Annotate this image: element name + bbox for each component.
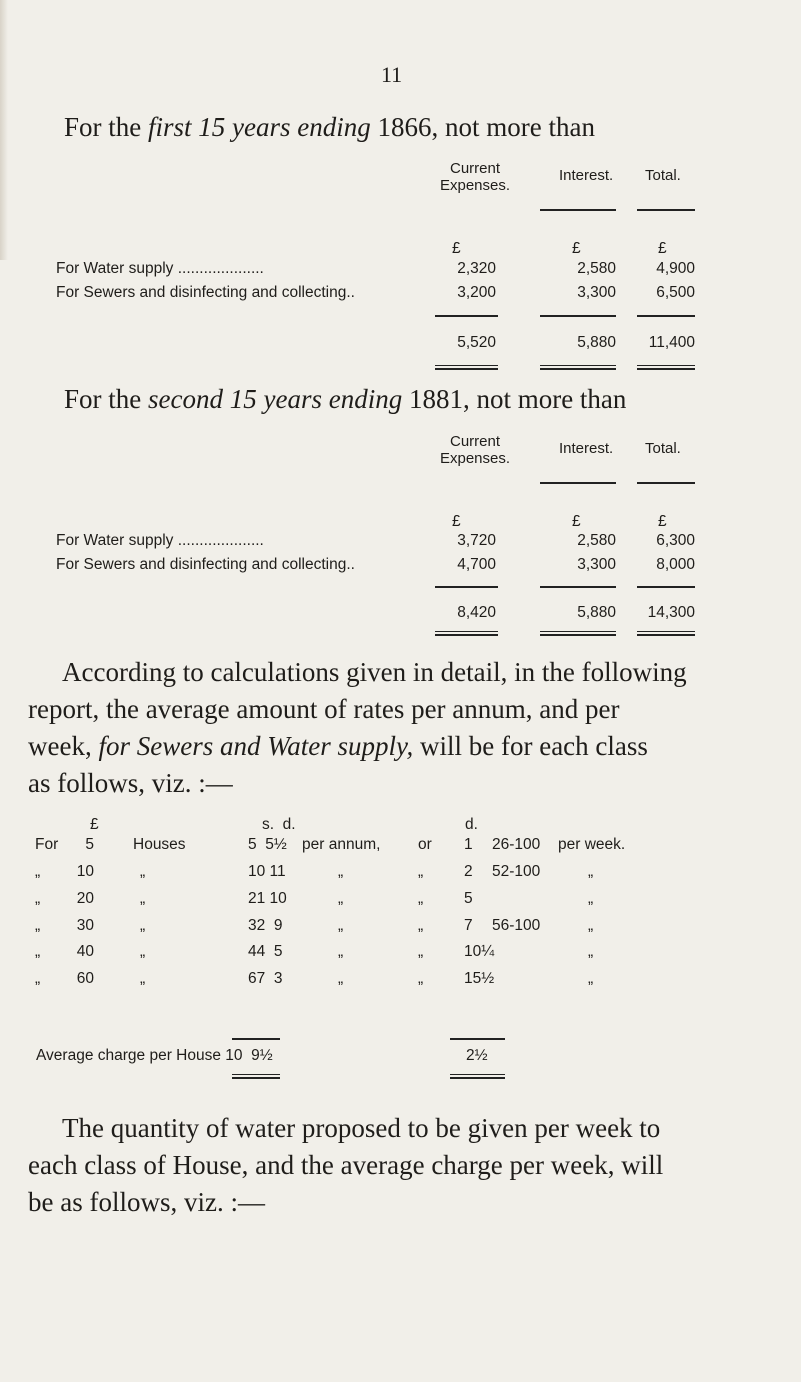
rates-row-or: „ — [418, 943, 424, 960]
section2-double-rule — [540, 631, 616, 636]
section1-row-total: 4,900 — [656, 260, 695, 277]
section2-row-label: For Water supply .................... — [56, 532, 264, 549]
section1-header-rule-interest — [540, 209, 616, 211]
section2-row-label: For Sewers and disinfecting and collecting.. — [56, 556, 355, 573]
section2-sum-rule — [435, 586, 498, 588]
section1-row-interest: 3,300 — [577, 284, 616, 301]
paragraph1-line1: According to calculations given in detail, in the following — [62, 657, 687, 687]
section1-sum-rule — [540, 315, 616, 317]
section1-header-rule-total — [637, 209, 695, 211]
paragraph2-line3: be as follows, viz. :— — [28, 1187, 265, 1217]
rates-row-or: „ — [418, 970, 424, 987]
section1-total-total: 11,400 — [648, 334, 695, 351]
section1-row-current: 3,200 — [457, 284, 496, 301]
rates-row-week: „ — [588, 890, 594, 907]
paragraph1-line2: report, the average amount of rates per annum, and per — [28, 694, 620, 724]
rates-row-per: „ — [338, 970, 344, 987]
rates-row-sd: 67 3 — [248, 970, 283, 987]
section2-pound-interest: £ — [572, 513, 581, 530]
rates-row-rate: 26-100 — [492, 836, 541, 853]
section2-row-total: 6,300 — [656, 532, 695, 549]
page-number: 11 — [381, 62, 403, 87]
section2-pound-current: £ — [452, 513, 461, 530]
scan-edge-shadow — [0, 0, 8, 260]
section1-row-interest: 2,580 — [577, 260, 616, 277]
section1-row-label: For Sewers and disinfecting and collecting.. — [56, 284, 355, 301]
paragraph2-line1: The quantity of water proposed to be given per week to — [62, 1113, 661, 1143]
rates-sum-rule — [232, 1038, 280, 1040]
rates-row-per: „ — [338, 863, 344, 880]
rates-header-d: d. — [465, 816, 478, 833]
rates-row-amount: 40 — [76, 943, 94, 960]
rates-row-houses: „ — [140, 970, 146, 987]
section2-total-total: 14,300 — [647, 604, 695, 621]
rates-row-week: „ — [588, 970, 594, 987]
paragraph1-line4: as follows, viz. :— — [28, 768, 233, 798]
rates-header-pound: £ — [90, 816, 99, 833]
rates-row-week: „ — [588, 917, 594, 934]
section2-sum-rule — [637, 586, 695, 588]
paragraph1-line3: week, for Sewers and Water supply, will be for each class — [28, 731, 648, 761]
rates-row-sd: 44 5 — [248, 943, 283, 960]
rates-row-d: 15½ — [464, 970, 495, 987]
rates-row-for: „ — [35, 917, 41, 934]
rates-row-or: „ — [418, 863, 424, 880]
rates-row-houses: Houses — [133, 836, 186, 853]
rates-row-per: „ — [338, 917, 344, 934]
section2-row-current: 3,720 — [457, 532, 496, 549]
rates-row-amount: 30 — [76, 917, 94, 934]
section2-row-interest: 2,580 — [577, 532, 616, 549]
rates-row-amount: 60 — [76, 970, 94, 987]
rates-row-d: 10¼ — [464, 943, 495, 960]
section2-header-rule-interest — [540, 482, 616, 484]
rates-double-rule — [232, 1074, 280, 1079]
section1-heading: For the first 15 years ending 1866, not more than — [64, 112, 595, 142]
section1-sum-rule — [637, 315, 695, 317]
rates-row-sd: 5 5½ — [248, 836, 287, 853]
rates-row-amount: 5 — [85, 836, 94, 853]
rates-row-amount: 20 — [76, 890, 94, 907]
section2-row-total: 8,000 — [656, 556, 695, 573]
rates-row-d: 7 — [464, 917, 473, 934]
rates-row-week: „ — [588, 943, 594, 960]
rates-row-d: 1 — [464, 836, 473, 853]
rates-row-per: „ — [338, 943, 344, 960]
section2-row-interest: 3,300 — [577, 556, 616, 573]
rates-header-sd: s. d. — [262, 816, 296, 833]
rates-row-for: „ — [35, 970, 41, 987]
section2-header-current: Current Expenses. — [439, 433, 511, 467]
section2-header-interest: Interest. — [559, 440, 614, 457]
rates-row-for: „ — [35, 863, 41, 880]
rates-row-d: 2 — [464, 863, 473, 880]
section2-total-interest: 5,880 — [577, 604, 616, 621]
paragraph2-line2: each class of House, and the average charge per week, will — [28, 1150, 664, 1180]
rates-row-week: per week. — [558, 836, 626, 853]
rates-sum-rule — [450, 1038, 505, 1040]
section2-row-current: 4,700 — [457, 556, 496, 573]
section1-pound-current: £ — [452, 240, 461, 257]
rates-row-d: 5 — [464, 890, 473, 907]
rates-row-week: „ — [588, 863, 594, 880]
section2-header-rule-total — [637, 482, 695, 484]
rates-row-for: For — [35, 836, 59, 853]
rates-row-or: „ — [418, 890, 424, 907]
rates-row-houses: „ — [140, 943, 146, 960]
rates-average-d: 2½ — [466, 1047, 488, 1064]
rates-row-or: or — [418, 836, 432, 853]
rates-row-rate: 56-100 — [492, 917, 541, 934]
section1-double-rule — [435, 365, 498, 370]
section2-total-current: 8,420 — [457, 604, 496, 621]
rates-average-label: Average charge per House 10 9½ — [36, 1047, 273, 1064]
rates-row-sd: 21 10 — [248, 890, 287, 907]
section1-total-current: 5,520 — [457, 334, 496, 351]
section1-header-interest: Interest. — [559, 167, 614, 184]
section1-row-total: 6,500 — [656, 284, 695, 301]
section1-double-rule — [637, 365, 695, 370]
rates-row-per: per annum, — [302, 836, 381, 853]
rates-row-amount: 10 — [76, 863, 94, 880]
rates-row-houses: „ — [140, 917, 146, 934]
rates-row-houses: „ — [140, 890, 146, 907]
section1-pound-total: £ — [658, 240, 667, 257]
rates-row-rate: 52-100 — [492, 863, 541, 880]
section1-header-total: Total. — [645, 167, 681, 184]
section2-double-rule — [637, 631, 695, 636]
section1-total-interest: 5,880 — [577, 334, 616, 351]
section1-header-current: Current Expenses. — [439, 160, 511, 194]
rates-row-for: „ — [35, 943, 41, 960]
section2-sum-rule — [540, 586, 616, 588]
section1-row-current: 2,320 — [457, 260, 496, 277]
section1-double-rule — [540, 365, 616, 370]
rates-row-for: „ — [35, 890, 41, 907]
section2-header-total: Total. — [645, 440, 681, 457]
section2-pound-total: £ — [658, 513, 667, 530]
section1-row-label: For Water supply .................... — [56, 260, 264, 277]
section1-pound-interest: £ — [572, 240, 581, 257]
section2-heading: For the second 15 years ending 1881, not more than — [64, 384, 627, 414]
section2-double-rule — [435, 631, 498, 636]
rates-row-per: „ — [338, 890, 344, 907]
rates-row-or: „ — [418, 917, 424, 934]
rates-row-sd: 32 9 — [248, 917, 283, 934]
section1-sum-rule — [435, 315, 498, 317]
rates-row-houses: „ — [140, 863, 146, 880]
rates-row-sd: 10 11 — [248, 863, 286, 880]
rates-double-rule — [450, 1074, 505, 1079]
